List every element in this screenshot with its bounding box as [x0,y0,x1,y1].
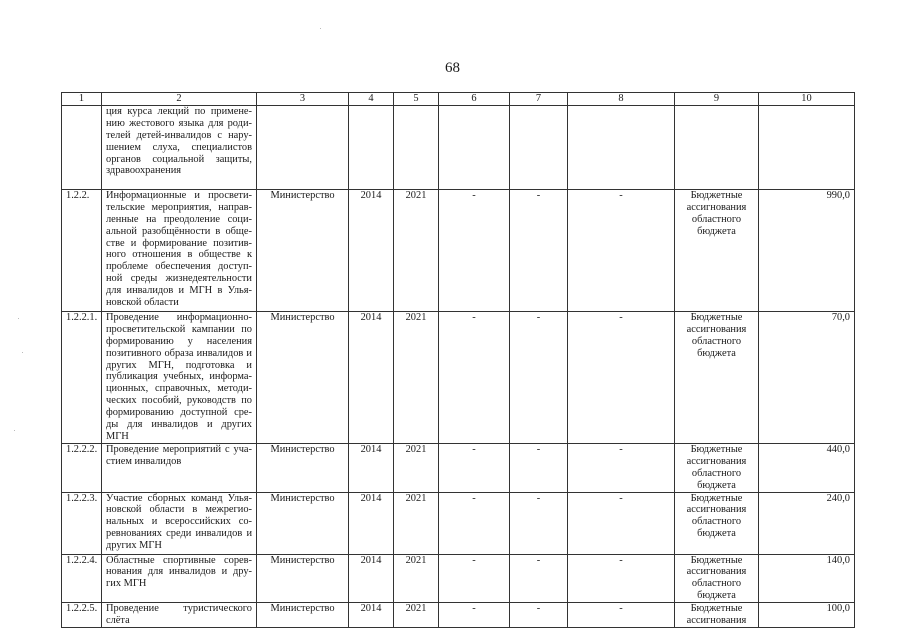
row-end-year: 2021 [394,189,439,311]
table-row [62,554,855,603]
row-description: Участие сборных команд Улья-новской области в межрегио-нальных и всероссийских со-ревнованиях среди инвалидов и других МГН [102,492,257,554]
row-end-year: 2021 [394,443,439,492]
row-number: 1.2.2.5. [62,603,102,628]
row-description: Проведение информационно-просветительской кампании по формированию у населения позитивного образа инвалидов и других МГН, подготовка и публикация учебных, информа-ционных, справочных, методи-ческих пособий, руководств по формированию доступной сре-ды для инвалидов и других МГН [102,311,257,443]
col-header: 2 [102,93,257,106]
row-col7: - [510,189,568,311]
row-amount: 240,0 [759,492,855,554]
row-end-year: 2021 [394,492,439,554]
row-number [62,105,102,189]
row-col7: - [510,443,568,492]
row-amount [759,105,855,189]
budget-table [61,92,855,628]
row-amount: 140,0 [759,554,855,603]
row-col7: - [510,603,568,628]
row-start-year: 2014 [349,492,394,554]
row-funding-source: Бюджетные ассигнования областного бюджета [675,443,759,492]
row-description: ция курса лекций по примене-нию жестового языка для роди-телей детей-инвалидов с нару-шением слуха, специалистов органов социальной защиты, здравоохранения [102,105,257,189]
scan-speck [320,28,321,29]
row-number: 1.2.2. [62,189,102,311]
row-amount: 990,0 [759,189,855,311]
scan-speck [22,352,23,353]
scan-speck [14,430,15,431]
row-col6: - [439,603,510,628]
row-organization [257,105,349,189]
row-col8: - [568,603,675,628]
row-end-year: 2021 [394,603,439,628]
row-start-year: 2014 [349,443,394,492]
col-header: 5 [394,93,439,106]
row-col8: - [568,492,675,554]
row-number: 1.2.2.2. [62,443,102,492]
row-amount: 440,0 [759,443,855,492]
row-organization: Министерство [257,492,349,554]
row-end-year: 2021 [394,554,439,603]
row-col6: - [439,492,510,554]
header-row [62,93,855,106]
row-start-year: 2014 [349,554,394,603]
row-funding-source: Бюджетные ассигнования областного бюджета [675,492,759,554]
row-col8: - [568,443,675,492]
row-col6: - [439,554,510,603]
page-number: 68 [445,60,460,76]
table-row [62,311,855,443]
row-organization: Министерство [257,603,349,628]
row-col6: - [439,443,510,492]
row-col7: - [510,492,568,554]
col-header: 6 [439,93,510,106]
row-col8 [568,105,675,189]
row-col8: - [568,311,675,443]
row-col6: - [439,189,510,311]
row-col8: - [568,554,675,603]
row-end-year: 2021 [394,311,439,443]
row-col8: - [568,189,675,311]
row-organization: Министерство [257,189,349,311]
col-header: 4 [349,93,394,106]
row-description: Проведение мероприятий с уча-стием инвалидов [102,443,257,492]
row-funding-source: Бюджетные ассигнования областного бюджета [675,189,759,311]
col-header: 8 [568,93,675,106]
col-header: 1 [62,93,102,106]
row-description: Информационные и просвети-тельские мероприятия, направ-ленные на преодоление соци-альной разобщённости в обще-стве и формирование позитив-ного отношения в обществе к проблеме обеспечения доступ-ной среды жизнедеятельности для инвалидов и МГН в Улья-новской области [102,189,257,311]
row-organization: Министерство [257,311,349,443]
table-row [62,492,855,554]
row-col7: - [510,554,568,603]
row-number: 1.2.2.1. [62,311,102,443]
row-number: 1.2.2.3. [62,492,102,554]
row-description: Областные спортивные сорев-нования для инвалидов и дру-гих МГН [102,554,257,603]
row-col6 [439,105,510,189]
row-col7: - [510,311,568,443]
table-row [62,105,855,189]
row-col6: - [439,311,510,443]
col-header: 9 [675,93,759,106]
row-funding-source: Бюджетные ассигнования областного бюджета [675,554,759,603]
table-row [62,443,855,492]
col-header: 7 [510,93,568,106]
row-start-year: 2014 [349,311,394,443]
row-start-year: 2014 [349,603,394,628]
row-start-year [349,105,394,189]
row-funding-source: Бюджетные ассигнования областного бюджета [675,311,759,443]
table-row [62,189,855,311]
row-start-year: 2014 [349,189,394,311]
row-organization: Министерство [257,443,349,492]
scan-speck [18,318,19,319]
row-end-year [394,105,439,189]
row-col7 [510,105,568,189]
row-number: 1.2.2.4. [62,554,102,603]
table-row [62,603,855,628]
row-funding-source: Бюджетные ассигнования [675,603,759,628]
row-funding-source [675,105,759,189]
col-header: 10 [759,93,855,106]
col-header: 3 [257,93,349,106]
row-organization: Министерство [257,554,349,603]
row-description: Проведение туристического слёта [102,603,257,628]
row-amount: 100,0 [759,603,855,628]
row-amount: 70,0 [759,311,855,443]
